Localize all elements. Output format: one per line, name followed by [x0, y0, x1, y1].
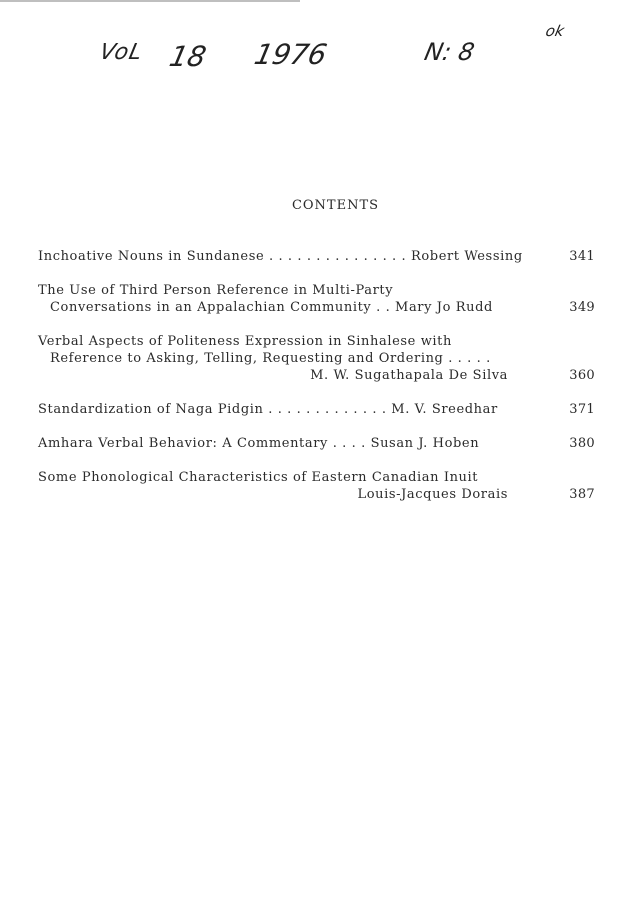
toc-entry-title-continued: Conversations in an Appalachian Community . . Mary Jo Rudd [50, 300, 493, 315]
toc-page-number: 387 [569, 487, 595, 502]
toc-entry-title-continued: Reference to Asking, Telling, Requesting and Ordering . . . . . [50, 351, 491, 366]
toc-entry-title: Inchoative Nouns in Sundanese . . . . . . . . . . . . . . . Robert Wessing [38, 249, 523, 264]
toc-page-number: 360 [569, 368, 595, 383]
toc-entry-title: Standardization of Naga Pidgin . . . . . . . . . . . . . M. V. Sreedhar [38, 402, 498, 417]
toc-entry-title: Verbal Aspects of Politeness Expression in Sinhalese with [38, 334, 452, 349]
handwritten-volume-number: 18 [166, 40, 210, 73]
handwritten-ok-note: ok [544, 22, 566, 40]
toc-page-number: 371 [569, 402, 595, 417]
toc-entry-title: The Use of Third Person Reference in Multi-Party [38, 283, 394, 298]
toc-page-number: 349 [569, 300, 595, 315]
toc-entry-title: Amhara Verbal Behavior: A Commentary . . . . Susan J. Hoben [38, 436, 480, 451]
handwritten-issue-number: N: 8 [422, 38, 477, 66]
toc-page-number: 380 [569, 436, 595, 451]
handwritten-year: 1976 [251, 38, 330, 71]
toc-entry-author: Louis-Jacques Dorais [357, 487, 508, 502]
contents-heading: CONTENTS [291, 198, 380, 213]
top-edge-rule [0, 0, 300, 2]
toc-entry-title: Some Phonological Characteristics of Eastern Canadian Inuit [38, 470, 479, 485]
handwritten-vol-label: VoL [97, 40, 146, 65]
toc-page-number: 341 [569, 249, 595, 264]
toc-entry-author: M. W. Sugathapala De Silva [310, 368, 508, 383]
